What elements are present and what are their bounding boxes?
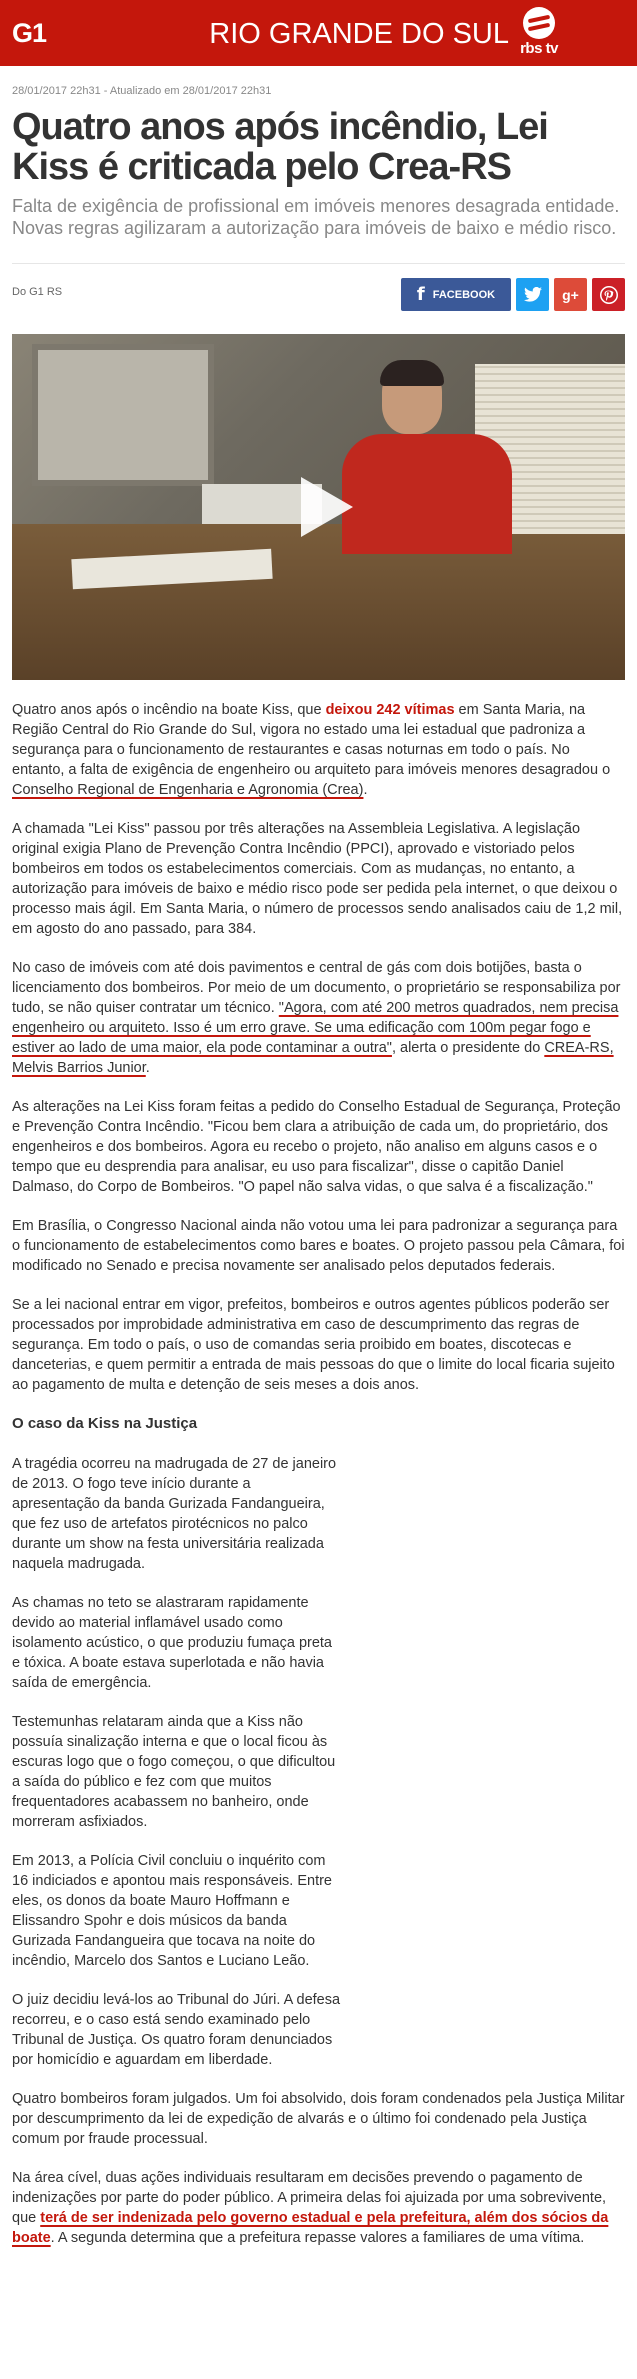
article-source: Do G1 RS <box>12 286 63 298</box>
facebook-share-label: FACEBOOK <box>432 288 496 301</box>
paragraph: As alterações na Lei Kiss foram feitas a pedido do Conselho Estadual de Segurança, Proteção e Prevenção Contra Incêndio. "Ficou bem clara a atribuição de cada um, do proprietário, dos engenheiros e dos bombeiros. Agora eu recebo o projeto, não analiso em alguns casos e o tempo que eu desprendia para analisar, eu uso para fiscalizar", disse o capitão Daniel Dalmaso, do Corpo de Bombeiros. "O papel não salva vidas, o que salva é a fiscalização." <box>12 1099 621 1195</box>
g1-logo[interactable]: G1 <box>12 18 47 48</box>
paragraph: Em Brasília, o Congresso Nacional ainda não votou uma lei para padronizar a segurança para o funcionamento de estabelecimentos como bares e boates. O projeto passou pela Câmara, foi modificado no Senado e precisa novamente ser analisado pelos deputados federais. <box>12 1218 625 1274</box>
paragraph: As chamas no teto se alastraram rapidamente devido ao material inflamável usado como isolamento acústico, o que produziu fumaça preta e tóxica. A boate estava superlotada e não havia saída de emergência. <box>12 1595 332 1691</box>
paragraph <box>12 2168 625 2248</box>
link-crea[interactable]: Conselho Regional de Engenharia e Agronomia (Crea) <box>12 782 364 798</box>
text: , alerta o presidente do <box>391 1040 545 1056</box>
text: No caso de imóveis com até dois pavimentos e central de gás com dois botijões, basta o licenciamento dos bombeiros. Por meio de um documento, o proprietário se responsabiliza por tudo, se não quiser contratar um técnico. <box>12 960 621 1016</box>
google-plus-icon: g+ <box>562 286 579 303</box>
text: Na área cível, duas ações individuais resultaram em decisões prevendo o pagamento de indenizações por parte do poder público. A primeira delas foi ajuizada por uma sobrevivente, que <box>12 2170 607 2226</box>
paragraph: Testemunhas relataram ainda que a Kiss não possuía sinalização interna e que o local ficou às escuras logo que o fogo começou, o que dificultou a saída do público e fez com que muitos frequentadores acabassem no banheiro, onde morreram asfixiados. <box>12 1714 336 1830</box>
facebook-share-button[interactable] <box>401 278 511 311</box>
paragraph: Quatro bombeiros foram julgados. Um foi absolvido, dois foram condenados pela Justiça Militar por descumprimento da lei de expedição de alvarás e o último foi condenado pela Justiça comum por fraude processual. <box>12 2091 625 2147</box>
pinterest-share-button[interactable] <box>592 278 625 311</box>
share-buttons <box>401 278 625 311</box>
paragraph <box>12 958 625 1078</box>
publish-dates: 28/01/2017 22h31 - Atualizado em 28/01/2017 22h31 <box>12 85 272 97</box>
pinterest-icon <box>600 286 618 304</box>
text: . <box>145 1060 150 1076</box>
thumbnail-person <box>342 364 492 554</box>
link-indenizacao[interactable]: terá de ser indenizada pelo governo estadual e pela prefeitura, além dos sócios da boate <box>12 2210 609 2246</box>
rbs-logo-text: rbs tv <box>520 40 558 57</box>
section-heading: O caso da Kiss na Justiça <box>12 1415 198 1432</box>
paragraph: Se a lei nacional entrar em vigor, prefeitos, bombeiros e outros agentes públicos poderão ser processados por improbidade administrativa em caso de descumprimento das regras de segurança. Em todo o país, o uso de comandas seria proibido em boates, discotecas e danceterias, e quem permitir a entrada de mais pessoas do que o limite do local ficaria sujeito ao pagamento de multa e detenção de seis meses a dois anos. <box>12 1297 615 1393</box>
rbs-logo-icon <box>523 7 555 39</box>
divider <box>12 263 625 264</box>
video-player[interactable] <box>12 334 625 680</box>
link-242-vitimas[interactable]: deixou 242 vítimas <box>325 702 455 718</box>
highlighted-name: CREA-RS, Melvis Barrios Junior <box>12 1040 614 1076</box>
thumbnail-person-body <box>342 434 512 554</box>
paragraph: Em 2013, a Polícia Civil concluiu o inquérito com 16 indiciados e apontou mais responsáveis. Entre eles, os donos da boate Mauro Hoffmann e Elissandro Spohr e dois músicos da banda Gurizada Fandangueira que tocava na noite do incêndio, Marcelo dos Santos e Luciano Leão. <box>12 1853 332 1969</box>
twitter-share-button[interactable] <box>516 278 549 311</box>
text: . <box>363 782 368 798</box>
googleplus-share-button[interactable] <box>554 278 587 311</box>
text: em Santa Maria, na Região Central do Rio Grande do Sul, vigora no estado uma lei estadual que padroniza a segurança para o funcionamento de restaurantes e casas noturnas em todo o país. No entanto, a falta de exigência de engenheiro ou arquiteto para imóveis menores desagradou o <box>12 702 611 778</box>
site-header <box>0 0 637 66</box>
facebook-icon: f <box>416 284 425 305</box>
text: . A segunda determina que a prefeitura repasse valores a familiares de uma vítima. <box>50 2230 585 2246</box>
paragraph: O juiz decidiu levá-los ao Tribunal do Júri. A defesa recorreu, e o caso está sendo examinado pelo Tribunal de Justiça. Os quatro foram denunciados por homicídio e aguardam em liberdade. <box>12 1992 341 2068</box>
narrow-column <box>12 1454 342 2070</box>
thumbnail-desk <box>12 524 625 680</box>
play-icon[interactable] <box>301 477 353 537</box>
twitter-icon <box>524 287 542 302</box>
article-content <box>0 85 637 2248</box>
region-title[interactable]: RIO GRANDE DO SUL <box>209 18 509 50</box>
share-bar <box>12 278 625 322</box>
thumbnail-window <box>32 344 214 486</box>
article-title: Quatro anos após incêndio, Lei Kiss é criticada pelo Crea-RS <box>12 106 548 188</box>
paragraph <box>12 700 625 800</box>
paragraph: A chamada "Lei Kiss" passou por três alterações na Assembleia Legislativa. A legislação original exigia Plano de Prevenção Contra Incêndio (PPCI), aprovado e vistoriado pelos bombeiros em todos os estabelecimentos comerciais. Com as mudanças, no entanto, a autorização para imóveis de baixo e médio risco pode ser pedida pela internet, o que deixou o processo mais ágil. Em Santa Maria, o número de processos sendo analisados caiu de 1,2 mil, em agosto do ano passado, para 384. <box>12 821 623 937</box>
paragraph: A tragédia ocorreu na madrugada de 27 de janeiro de 2013. O fogo teve início durante a apresentação da banda Gurizada Fandangueira, que fez uso de artefatos pirotécnicos no palco durante um show na festa universitária realizada naquela madrugada. <box>12 1456 337 1572</box>
thumbnail-person-hair <box>380 360 444 386</box>
highlighted-quote: "Agora, com até 200 metros quadrados, nem precisa engenheiro ou arquiteto. Isso é um erro grave. Se uma edificação com 100m pegar fogo e estiver ao lado de uma maior, ela pode contaminar a outra" <box>12 1000 619 1056</box>
text: Quatro anos após o incêndio na boate Kiss, que <box>12 702 326 718</box>
article-body <box>12 700 625 2248</box>
article-subtitle: Falta de exigência de profissional em imóveis menores desagrada entidade. Novas regras agilizaram a autorização para imóveis de baixo e médio risco. <box>12 196 620 238</box>
rbs-tv-logo[interactable] <box>511 7 567 63</box>
